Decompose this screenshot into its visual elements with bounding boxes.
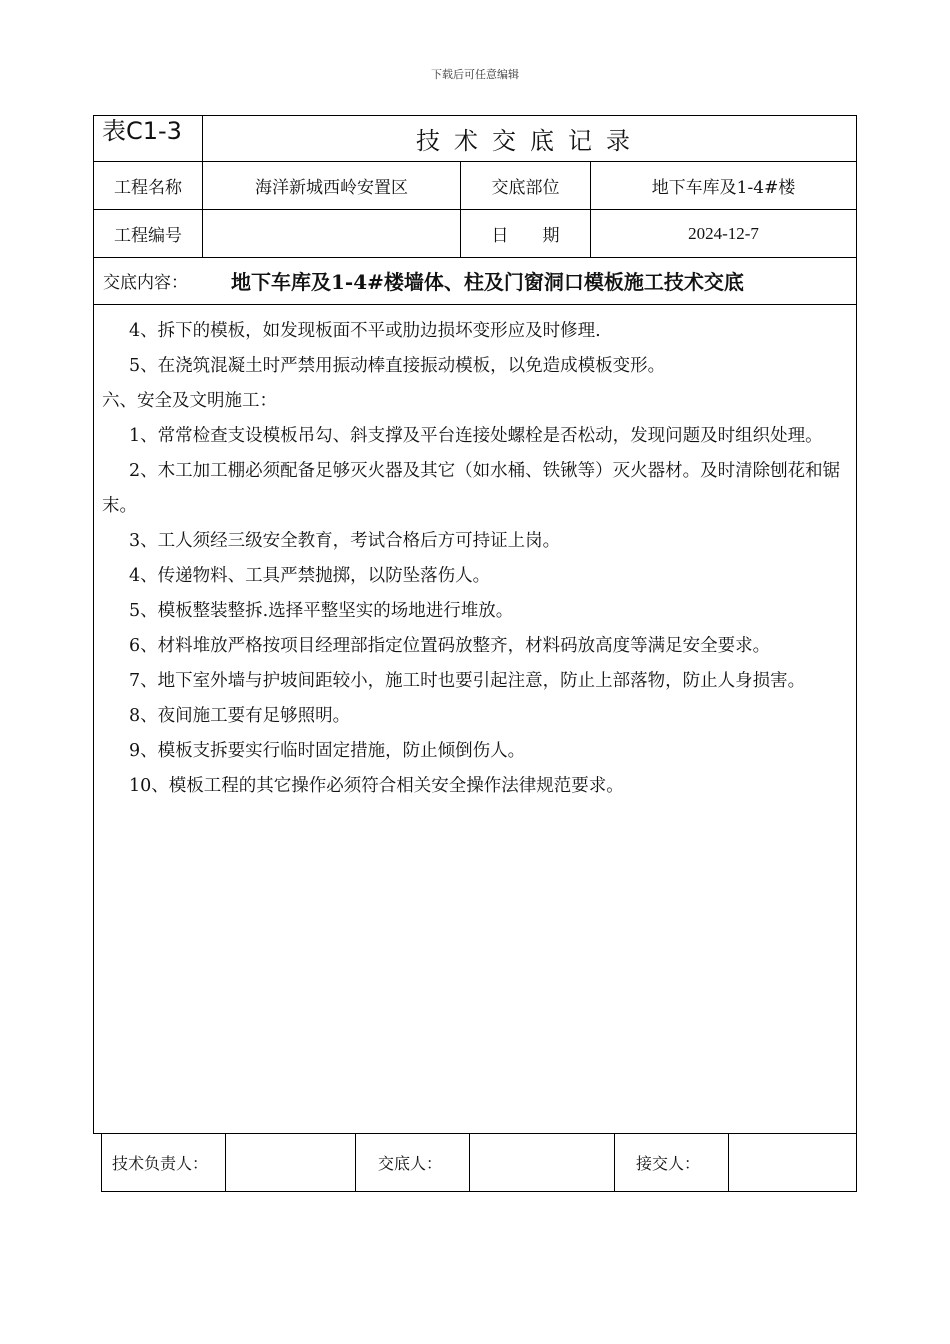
col-divider — [225, 1134, 226, 1191]
content-paragraph: 2、木工加工棚必须配备足够灭火器及其它（如水桶、铁锹等）灭火器材。及时清除刨花和锯末。 — [102, 461, 841, 516]
project-no-label: 工程编号 — [114, 226, 182, 246]
location-value: 地下车库及1-4#楼 — [651, 178, 796, 198]
signature-row — [101, 1134, 857, 1192]
receiver-label: 接交人： — [636, 1154, 701, 1173]
project-no-value — [203, 210, 460, 257]
content-label: 交底内容： — [103, 272, 188, 293]
content-title: 地下车库及1-4#楼墙体、柱及门窗洞口模板施工技术交底 — [231, 269, 744, 294]
date-value: 2024-12-7 — [688, 223, 759, 243]
content-paragraph: 8、夜间施工要有足够照明。 — [129, 706, 351, 726]
content-paragraph: 6、材料堆放严格按项目经理部指定位置码放整齐，材料码放高度等满足安全要求。 — [129, 636, 771, 656]
content-paragraph: 5、模板整装整拆.选择平整坚实的场地进行堆放。 — [129, 601, 514, 621]
col-divider — [614, 1134, 615, 1191]
form-table — [93, 115, 857, 1134]
location-label: 交底部位 — [491, 178, 560, 198]
content-paragraph: 7、地下室外墙与护坡间距较小，施工时也要引起注意，防止上部落物，防止人身损害。 — [129, 671, 806, 691]
row-divider — [94, 304, 856, 305]
col-divider — [728, 1134, 729, 1191]
discloser-label: 交底人： — [378, 1154, 443, 1173]
header-note: 下载后可任意编辑 — [431, 68, 519, 81]
content-header — [94, 257, 856, 303]
content-paragraph: 1、常常检查支设模板吊勾、斜支撑及平台连接处螺栓是否松动，发现问题及时组织处理。 — [129, 426, 823, 446]
content-paragraph: 5、在浇筑混凝土时严禁用振动棒直接振动模板，以免造成模板变形。 — [129, 356, 666, 376]
form-code: 表C1-3 — [102, 117, 182, 145]
col-divider — [355, 1134, 356, 1191]
content-paragraph: 4、拆下的模板，如发现板面不平或肋边损坏变形应及时修理. — [129, 321, 601, 341]
content-paragraph: 3、工人须经三级安全教育，考试合格后方可持证上岗。 — [129, 531, 561, 551]
project-name-label: 工程名称 — [114, 178, 182, 198]
col-divider — [469, 1134, 470, 1191]
content-paragraph: 9、模板支拆要实行临时固定措施，防止倾倒伤人。 — [129, 741, 526, 761]
project-name-value: 海洋新城西岭安置区 — [255, 178, 408, 198]
content-paragraph: 六、安全及文明施工： — [102, 391, 277, 411]
content-paragraph: 10、模板工程的其它操作必须符合相关安全操作法律规范要求。 — [129, 776, 624, 796]
content-paragraph: 4、传递物料、工具严禁抛掷，以防坠落伤人。 — [129, 566, 491, 586]
tech-lead-label: 技术负责人： — [112, 1154, 209, 1173]
content-body — [102, 314, 850, 804]
date-label: 日 期 — [491, 226, 560, 246]
form-title: 技术交底记录 — [416, 127, 644, 155]
